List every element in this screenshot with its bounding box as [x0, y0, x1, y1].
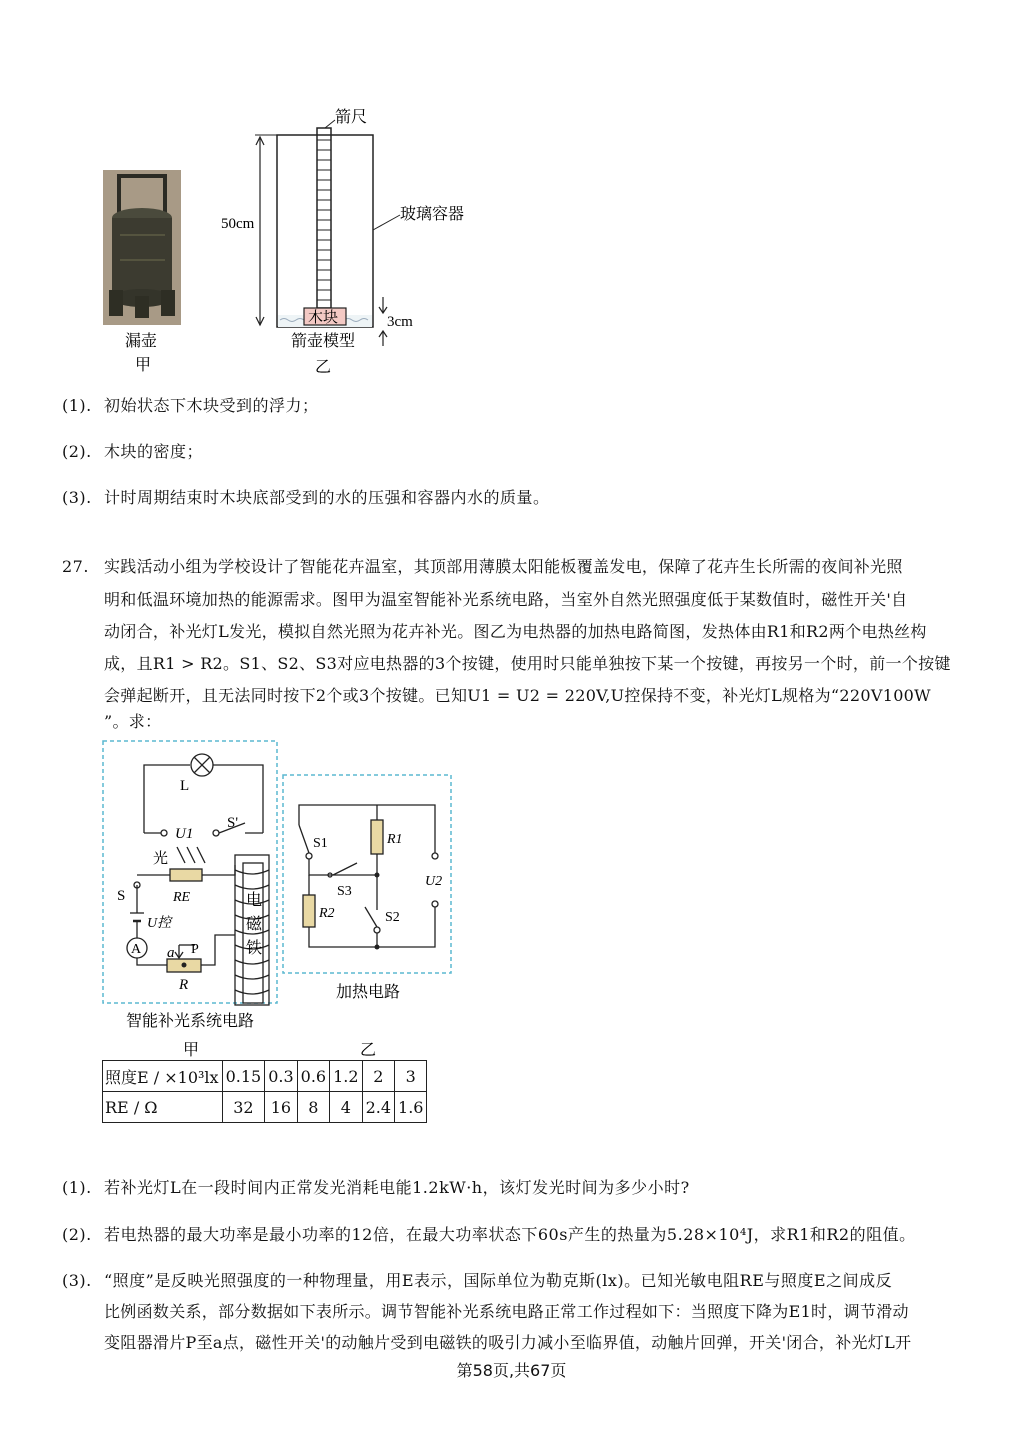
- s2-label: S2: [385, 910, 400, 925]
- q27-line-6: ”。求：: [104, 712, 162, 731]
- table-header-resistance: RE / Ω: [103, 1092, 223, 1123]
- s1-label: S1: [313, 836, 328, 851]
- table-cell: 0.3: [265, 1061, 297, 1092]
- q27-line-4: 成，且R1 > R2。S1、S2、S3对应电热器的3个按键，使用时只能单独按下某一个按键，再按另一个时，前一个按键: [104, 654, 951, 673]
- r-label: R: [179, 977, 189, 993]
- slider-dot: [182, 963, 187, 968]
- q27-line-5: 会弹起断开，且无法同时按下2个或3个按键。已知U1 = U2 = 220V,U控保持不变，补光灯L规格为“220V100W: [104, 686, 931, 705]
- circuit-a-sub: 甲: [183, 1042, 200, 1059]
- table-row: [103, 1092, 427, 1123]
- q26-part-2: (2). 木块的密度；: [62, 442, 204, 461]
- circuit-b-caption: 加热电路: [336, 984, 401, 1001]
- table-cell: 16: [265, 1092, 297, 1123]
- water-clock-figure: [95, 100, 495, 380]
- lamp-label: L: [180, 778, 190, 794]
- q27-part-3-line-3: 变阻器滑片P至a点，磁性开关'的动触片受到电磁铁的吸引力减小至临界值，动触片回弹，开关'闭合，补光灯L开: [104, 1333, 912, 1352]
- junction-dot-top: [375, 873, 380, 878]
- table-cell: 0.6: [297, 1061, 329, 1092]
- circuit-a-caption: 智能补光系统电路: [126, 1013, 255, 1030]
- magnet-char-1: 电: [246, 892, 263, 909]
- photo-sub: 甲: [135, 357, 152, 374]
- q27-part-3: (3). “照度”是反映光照强度的一种物理量，用E表示，国际单位为勒克斯(lx)。已知光敏电阻RE与照度E之间成反: [62, 1271, 893, 1290]
- a-point-label: a: [167, 945, 175, 961]
- s-label: S: [117, 888, 126, 904]
- page-footer: 第58页,共67页: [456, 1361, 567, 1380]
- table-cell: 3: [395, 1061, 427, 1092]
- model-sub: 乙: [315, 359, 332, 376]
- label-ruler: 箭尺: [335, 109, 368, 126]
- s3-label: S3: [337, 884, 352, 899]
- table-cell: 32: [222, 1092, 265, 1123]
- q27-part-1: (1). 若补光灯L在一段时间内正常发光消耗电能1.2kW·h，该灯发光时间为多少小时?: [62, 1178, 690, 1197]
- table-cell: 1.6: [395, 1092, 427, 1123]
- q26-part-3: (3). 计时周期结束时木块底部受到的水的压强和容器内水的质量。: [62, 488, 550, 507]
- q27-part-2: (2). 若电热器的最大功率是最小功率的12倍，在最大功率状态下60s产生的热量为5.28×10⁴J，求R1和R2的阻值。: [62, 1225, 916, 1244]
- q27-part-3-line-2: 比例函数关系，部分数据如下表所示。调节智能补光系统电路正常工作过程如下：当照度下降为E1时，调节滑动: [104, 1302, 909, 1321]
- magnet-char-3: 铁: [246, 940, 263, 957]
- q27-line-3: 动闭合，补光灯L发光，模拟自然光照为花卉补光。图乙为电热器的加热电路简图，发热体由R1和R2两个电热丝构: [104, 622, 927, 641]
- ammeter-label: A: [131, 942, 142, 957]
- circuit-figures: [95, 735, 465, 1065]
- photo-caption: 漏壶: [125, 333, 158, 350]
- model-caption: 箭壶模型: [291, 333, 356, 350]
- circuit-b-wires: [299, 805, 438, 947]
- label-height: 50cm: [221, 216, 255, 232]
- ukong-label: U控: [147, 916, 172, 931]
- magnet-char-2: 磁: [246, 916, 263, 933]
- table-cell: 0.15: [222, 1061, 265, 1092]
- clepsydra-photo: [103, 170, 181, 325]
- circuit-a-wires: [127, 754, 269, 1005]
- r1-label: R1: [387, 832, 403, 847]
- table-row: [103, 1061, 427, 1092]
- table-cell: 4: [330, 1092, 362, 1123]
- re-label: RE: [173, 890, 191, 905]
- junction-dot-bottom: [375, 945, 380, 950]
- q27-number: 27.: [62, 557, 89, 576]
- q27-line-2: 明和低温环境加热的能源需求。图甲为温室智能补光系统电路，当室外自然光照强度低于某数值时，磁性开关'自: [104, 590, 908, 609]
- table-cell: 1.2: [330, 1061, 362, 1092]
- ruler-ticks: [317, 140, 331, 300]
- label-block: 木块: [308, 310, 339, 326]
- circuit-b-sub: 乙: [360, 1042, 377, 1059]
- p-point-label: P: [191, 942, 199, 957]
- label-container: 玻璃容器: [400, 206, 465, 223]
- r2-label: R2: [319, 906, 335, 921]
- table-cell: 2.4: [362, 1092, 394, 1123]
- s-prime-label: S': [227, 815, 239, 831]
- table-header-illuminance: 照度E / ×10³lx: [103, 1061, 223, 1092]
- label-water-depth: 3cm: [387, 314, 413, 330]
- illuminance-table: [102, 1060, 427, 1123]
- u1-label: U1: [175, 826, 194, 842]
- q26-part-1: (1). 初始状态下木块受到的浮力；: [62, 396, 319, 415]
- table-cell: 2: [362, 1061, 394, 1092]
- light-label: 光: [153, 851, 169, 867]
- u2-label: U2: [425, 874, 443, 889]
- table-cell: 8: [297, 1092, 329, 1123]
- q27-line-1: 实践活动小组为学校设计了智能花卉温室，其顶部用薄膜太阳能板覆盖发电，保障了花卉生长所需的夜间补光照: [104, 557, 903, 576]
